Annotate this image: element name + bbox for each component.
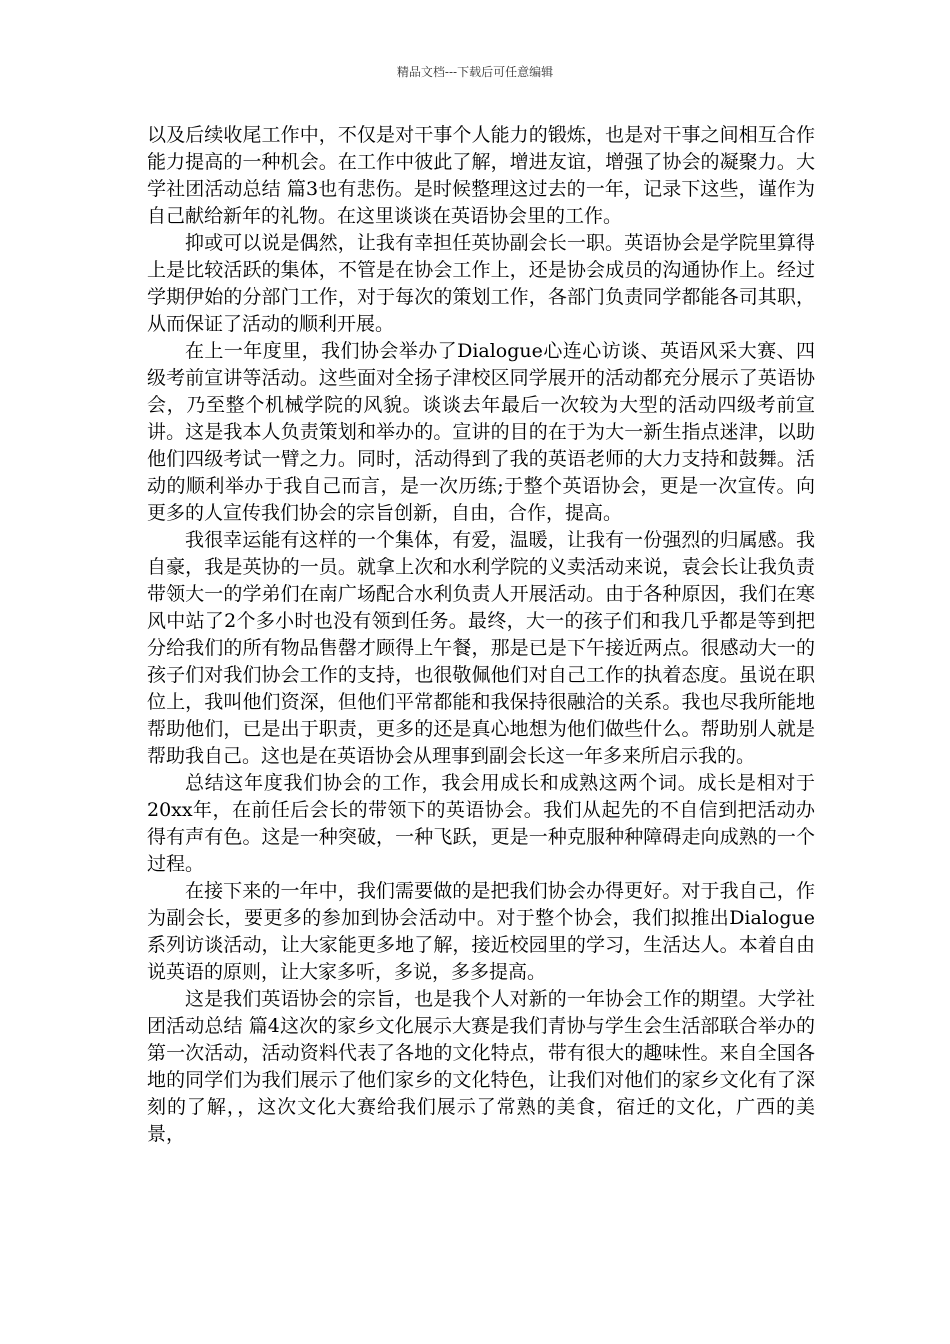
paragraph: 我很幸运能有这样的一个集体，有爱，温暖，让我有一份强烈的归属感。我自豪，我是英协的一员。就拿上次和水利学院的义卖活动来说，袁会长让我负责带领大一的学弟们在南广场配合水利负责人开展活动。由于各种原因，我们在寒风中站了2个多小时也没有领到任务。最终，大一的孩子们和我几乎都是等到把分给我们的所有物品售罄才顾得上午餐，那是已是下午接近两点。很感动大一的孩子们对我们协会工作的支持，也很敬佩他们对自己工作的执着态度。虽说在职位上，我叫他们资深，但他们平常都能和我保持很融洽的关系。我也尽我所能地帮助他们，已是出于职责，更多的还是真心地想为他们做些什么。帮助别人就是帮助我自己。这也是在英语协会从理事到副会长这一年多来所启示我的。 [147,529,815,767]
paragraph: 这是我们英语协会的宗旨，也是我个人对新的一年协会工作的期望。大学社团活动总结 篇4这次的家乡文化展示大赛是我们青协与学生会生活部联合举办的第一次活动，活动资料代表了各地的文化特点，带有很大的趣味性。来自全国各地的同学们为我们展示了他们家乡的文化特色，让我们对他们的家乡文化有了深刻的了解，，这次文化大赛给我们展示了常熟的美食，宿迁的文化，广西的美景， [147,988,815,1145]
paragraph: 在接下来的一年中，我们需要做的是把我们协会办得更好。对于我自己，作为副会长，要更多的参加到协会活动中。对于整个协会，我们拟推出Dialogue系列访谈活动，让大家能更多地了解，接近校园里的学习，生活达人。本着自由说英语的原则，让大家多听，多说，多多提高。 [147,880,815,983]
page-header: 精品文档---下载后可任意编辑 [396,65,554,79]
document-body [147,122,815,1148]
paragraph: 总结这年度我们协会的工作，我会用成长和成熟这两个词。成长是相对于20xx年，在前任后会长的带领下的英语协会。我们从起先的不自信到把活动办得有声有色。这是一种突破，一种飞跃，更是一种克服种种障碍走向成熟的一个过程。 [147,772,815,875]
paragraph: 以及后续收尾工作中，不仅是对干事个人能力的锻炼，也是对干事之间相互合作能力提高的一种机会。在工作中彼此了解，增进友谊，增强了协会的凝聚力。大学社团活动总结 篇3也有悲伤。是时候整理这过去的一年，记录下这些，谨作为自己献给新年的礼物。在这里谈谈在英语协会里的工作。 [147,124,815,227]
paragraph: 抑或可以说是偶然，让我有幸担任英协副会长一职。英语协会是学院里算得上是比较活跃的集体，不管是在协会工作上，还是协会成员的沟通协作上。经过学期伊始的分部门工作，对于每次的策划工作，各部门负责同学都能各司其职，从而保证了活动的顺利开展。 [147,232,815,335]
paragraph: 在上一年度里，我们协会举办了Dialogue心连心访谈、英语风采大赛、四级考前宣讲等活动。这些面对全扬子津校区同学展开的活动都充分展示了英语协会，乃至整个机械学院的风貌。谈谈去年最后一次较为大型的活动四级考前宣讲。这是我本人负责策划和举办的。宣讲的目的在于为大一新生指点迷津，以助他们四级考试一臂之力。同时，活动得到了我的英语老师的大力支持和鼓舞。活动的顺利举办于我自己而言，是一次历练;于整个英语协会，更是一次宣传。向更多的人宣传我们协会的宗旨创新，自由，合作，提高。 [147,340,815,524]
